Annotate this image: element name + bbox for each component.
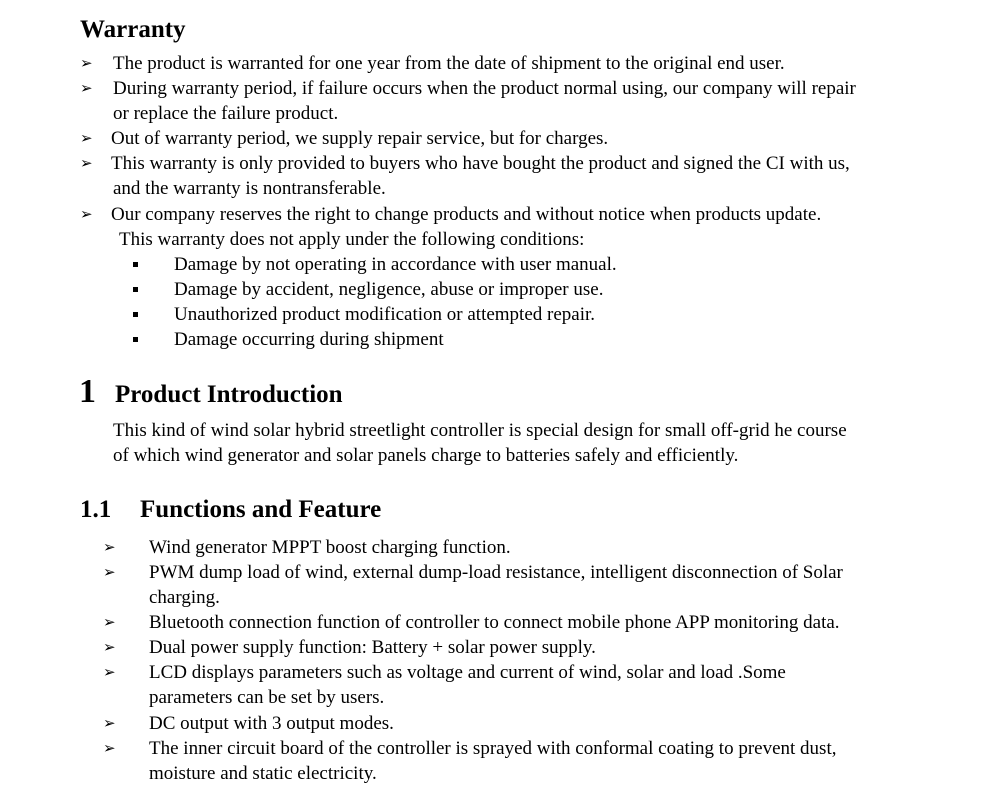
feature-5: LCD displays parameters such as voltage and current of wind, solar and load .Some: [149, 662, 786, 683]
warranty-bullet-2-cont: or replace the failure product.: [113, 103, 339, 124]
arrow-bullet-icon: ➢: [103, 663, 116, 681]
arrow-bullet-icon: ➢: [103, 563, 116, 581]
feature-2-cont: charging.: [149, 587, 220, 608]
feature-3: Bluetooth connection function of controller to connect mobile phone APP monitoring data.: [149, 612, 840, 633]
arrow-bullet-icon: ➢: [80, 129, 93, 147]
feature-4: Dual power supply function: Battery + solar power supply.: [149, 637, 596, 658]
arrow-bullet-icon: ➢: [80, 154, 93, 172]
square-bullet-icon: [133, 287, 138, 292]
feature-5-cont: parameters can be set by users.: [149, 687, 385, 708]
arrow-bullet-icon: ➢: [103, 739, 116, 757]
section-1-1-number: 1.1: [80, 496, 112, 523]
section-1-text-line-2: of which wind generator and solar panels charge to batteries safely and efficiently.: [113, 445, 739, 466]
warranty-bullet-5: Our company reserves the right to change products and without notice when products update.: [111, 204, 822, 225]
section-1-number: 1: [79, 373, 96, 410]
section-1-1-title: Functions and Feature: [140, 496, 382, 523]
section-1-text-line-1: This kind of wind solar hybrid streetlight controller is special design for small off-grid he course: [113, 420, 847, 441]
warranty-bullet-1: The product is warranted for one year from the date of shipment to the original end user.: [113, 53, 785, 74]
condition-4: Damage occurring during shipment: [174, 329, 444, 350]
conditions-intro: This warranty does not apply under the following conditions:: [119, 229, 585, 250]
condition-3: Unauthorized product modification or attempted repair.: [174, 304, 596, 325]
warranty-bullet-3: Out of warranty period, we supply repair service, but for charges.: [111, 128, 609, 149]
warranty-bullet-4-cont: and the warranty is nontransferable.: [113, 178, 386, 199]
warranty-heading: Warranty: [80, 16, 186, 43]
feature-6: DC output with 3 output modes.: [149, 713, 394, 734]
feature-7: The inner circuit board of the controller is sprayed with conformal coating to prevent dust,: [149, 738, 837, 759]
feature-1: Wind generator MPPT boost charging function.: [149, 537, 511, 558]
condition-1: Damage by not operating in accordance with user manual.: [174, 254, 617, 275]
warranty-bullet-2: During warranty period, if failure occurs when the product normal using, our company will repair: [113, 78, 856, 99]
arrow-bullet-icon: ➢: [80, 205, 93, 223]
square-bullet-icon: [133, 262, 138, 267]
feature-7-cont: moisture and static electricity.: [149, 763, 377, 784]
feature-2: PWM dump load of wind, external dump-load resistance, intelligent disconnection of Solar: [149, 562, 843, 583]
condition-2: Damage by accident, negligence, abuse or improper use.: [174, 279, 604, 300]
arrow-bullet-icon: ➢: [103, 714, 116, 732]
arrow-bullet-icon: ➢: [80, 79, 93, 97]
square-bullet-icon: [133, 312, 138, 317]
square-bullet-icon: [133, 337, 138, 342]
warranty-bullet-4: This warranty is only provided to buyers who have bought the product and signed the CI with us,: [111, 153, 850, 174]
arrow-bullet-icon: ➢: [103, 538, 116, 556]
arrow-bullet-icon: ➢: [80, 54, 93, 72]
arrow-bullet-icon: ➢: [103, 613, 116, 631]
section-1-title: Product Introduction: [115, 381, 343, 408]
arrow-bullet-icon: ➢: [103, 638, 116, 656]
